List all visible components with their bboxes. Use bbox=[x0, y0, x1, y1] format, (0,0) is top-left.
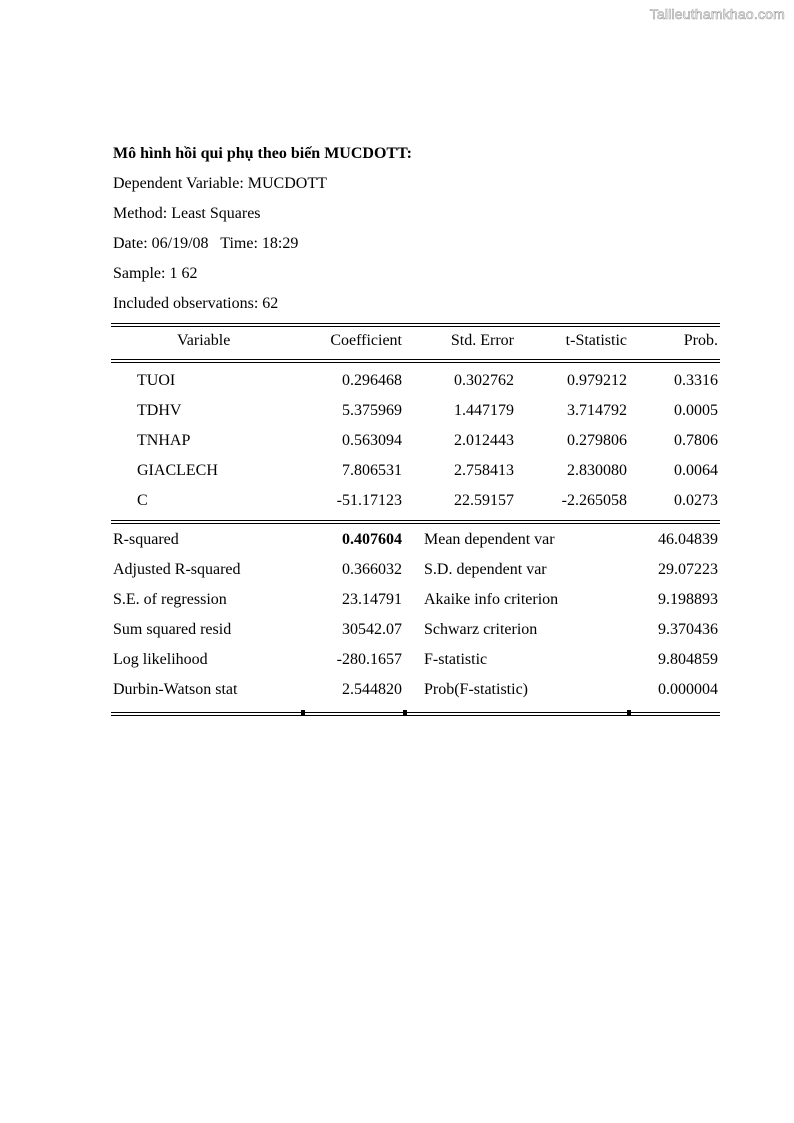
method-line: Method: Least Squares bbox=[113, 205, 261, 222]
row-std-error: 22.59157 bbox=[454, 492, 514, 509]
stat-value: -280.1657 bbox=[336, 651, 402, 668]
table-bottom-rule bbox=[111, 712, 720, 716]
row-coefficient: 0.563094 bbox=[342, 432, 402, 449]
stats-row bbox=[111, 646, 720, 676]
table-row bbox=[111, 397, 720, 427]
table-row bbox=[111, 427, 720, 457]
row-prob: 0.7806 bbox=[674, 432, 718, 449]
stats-row bbox=[111, 676, 720, 706]
row-t-statistic: 3.714792 bbox=[567, 402, 627, 419]
stat-value: 0.407604 bbox=[342, 531, 402, 548]
rule-tick bbox=[301, 710, 305, 715]
row-prob: 0.3316 bbox=[674, 372, 718, 389]
stat-value: 29.07223 bbox=[658, 561, 718, 578]
header-prob: Prob. bbox=[683, 332, 718, 349]
row-variable: TUOI bbox=[137, 372, 176, 389]
date-time-line: Date: 06/19/08 Time: 18:29 bbox=[113, 235, 299, 252]
regression-table bbox=[111, 323, 720, 716]
stat-label: Log likelihood bbox=[113, 651, 208, 668]
rule-tick bbox=[403, 710, 407, 715]
header-variable: Variable bbox=[177, 332, 231, 349]
stat-value: 0.366032 bbox=[342, 561, 402, 578]
row-coefficient: 7.806531 bbox=[342, 462, 402, 479]
table-row bbox=[111, 487, 720, 517]
row-prob: 0.0005 bbox=[674, 402, 718, 419]
stat-value: 2.544820 bbox=[342, 681, 402, 698]
dependent-variable-line: Dependent Variable: MUCDOTT bbox=[113, 175, 327, 192]
stat-value: 0.000004 bbox=[658, 681, 718, 698]
stat-value: 9.198893 bbox=[658, 591, 718, 608]
row-std-error: 2.758413 bbox=[454, 462, 514, 479]
stat-value: 46.04839 bbox=[658, 531, 718, 548]
rule-tick bbox=[627, 710, 631, 715]
row-t-statistic: 2.830080 bbox=[567, 462, 627, 479]
stat-label: Prob(F-statistic) bbox=[424, 681, 528, 698]
row-std-error: 0.302762 bbox=[454, 372, 514, 389]
stat-value: 23.14791 bbox=[342, 591, 402, 608]
stat-label: S.E. of regression bbox=[113, 591, 227, 608]
observations-line: Included observations: 62 bbox=[113, 295, 279, 312]
stat-label: Adjusted R-squared bbox=[113, 561, 241, 578]
sample-line: Sample: 1 62 bbox=[113, 265, 198, 282]
row-std-error: 1.447179 bbox=[454, 402, 514, 419]
row-t-statistic: -2.265058 bbox=[561, 492, 627, 509]
row-prob: 0.0273 bbox=[674, 492, 718, 509]
page-title: Mô hình hồi qui phụ theo biến MUCDOTT: bbox=[113, 145, 412, 162]
row-std-error: 2.012443 bbox=[454, 432, 514, 449]
stat-label: Schwarz criterion bbox=[424, 621, 538, 638]
watermark: Tailieuthamkhao.com bbox=[649, 6, 785, 22]
stat-label: F-statistic bbox=[424, 651, 488, 668]
stat-value: 9.370436 bbox=[658, 621, 718, 638]
row-variable: TNHAP bbox=[137, 432, 191, 449]
stat-label: Akaike info criterion bbox=[424, 591, 559, 608]
row-coefficient: 0.296468 bbox=[342, 372, 402, 389]
row-variable: GIACLECH bbox=[137, 462, 218, 479]
stats-row bbox=[111, 586, 720, 616]
stat-label: S.D. dependent var bbox=[424, 561, 547, 578]
header-t-statistic: t-Statistic bbox=[565, 332, 627, 349]
row-prob: 0.0064 bbox=[674, 462, 718, 479]
stats-row bbox=[111, 526, 720, 556]
row-variable: C bbox=[137, 492, 148, 509]
row-coefficient: 5.375969 bbox=[342, 402, 402, 419]
row-coefficient: -51.17123 bbox=[336, 492, 402, 509]
header-std-error: Std. Error bbox=[450, 332, 514, 349]
stats-row bbox=[111, 556, 720, 586]
stat-label: Durbin-Watson stat bbox=[113, 681, 238, 698]
header-coefficient: Coefficient bbox=[330, 332, 402, 349]
table-header-row bbox=[111, 327, 720, 359]
row-variable: TDHV bbox=[137, 402, 182, 419]
row-t-statistic: 0.979212 bbox=[567, 372, 627, 389]
table-row bbox=[111, 367, 720, 397]
stat-value: 9.804859 bbox=[658, 651, 718, 668]
stat-label: Sum squared resid bbox=[113, 621, 232, 638]
row-t-statistic: 0.279806 bbox=[567, 432, 627, 449]
stats-row bbox=[111, 616, 720, 646]
stat-value: 30542.07 bbox=[342, 621, 402, 638]
stat-label: R-squared bbox=[113, 531, 179, 548]
stat-label: Mean dependent var bbox=[424, 531, 555, 548]
table-row bbox=[111, 457, 720, 487]
